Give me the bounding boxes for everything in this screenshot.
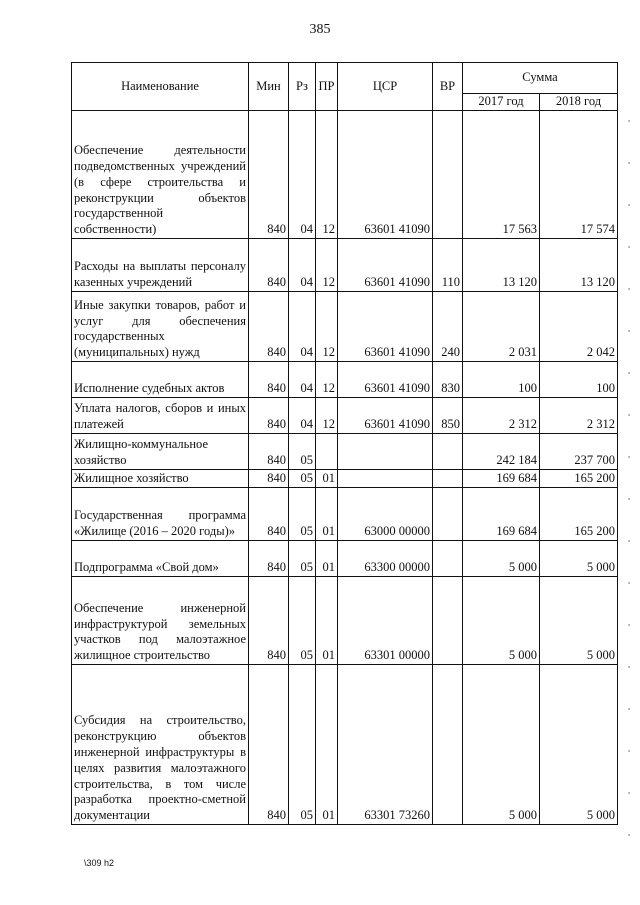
row-pr: 12 xyxy=(316,362,338,398)
row-name: Иные закупки товаров, работ и услуг для обеспечения государственных (муниципальных) нужд xyxy=(72,292,249,362)
row-2017: 100 xyxy=(463,362,540,398)
table-row xyxy=(72,541,618,577)
row-rz: 05 xyxy=(289,665,316,825)
row-pr: 01 xyxy=(316,665,338,825)
row-csr: 63300 00000 xyxy=(338,541,433,577)
table-row xyxy=(72,470,618,488)
row-pr: 01 xyxy=(316,577,338,665)
row-name: Обеспечение инженерной инфраструктурой земельных участков под малоэтажное жилищное строительство xyxy=(72,577,249,665)
table-row xyxy=(72,239,618,292)
row-min: 840 xyxy=(249,292,289,362)
row-pr: 12 xyxy=(316,398,338,434)
row-csr: 63601 41090 xyxy=(338,362,433,398)
row-2017: 5 000 xyxy=(463,541,540,577)
row-rz: 04 xyxy=(289,362,316,398)
row-name: Государственная программа «Жилище (2016 – 2020 годы)» xyxy=(72,488,249,541)
row-min: 840 xyxy=(249,488,289,541)
row-2018: 2 312 xyxy=(540,398,618,434)
table-row xyxy=(72,577,618,665)
row-vr xyxy=(433,665,463,825)
header-sum: Сумма xyxy=(463,63,618,94)
row-rz: 04 xyxy=(289,292,316,362)
row-2018: 5 000 xyxy=(540,577,618,665)
row-vr xyxy=(433,577,463,665)
row-2018: 5 000 xyxy=(540,665,618,825)
header-name: Наименование xyxy=(72,63,249,111)
row-2018: 100 xyxy=(540,362,618,398)
row-vr xyxy=(433,434,463,470)
budget-table xyxy=(71,62,618,825)
row-2017: 5 000 xyxy=(463,577,540,665)
header-min: Мин xyxy=(249,63,289,111)
header-vr: ВР xyxy=(433,63,463,111)
row-vr xyxy=(433,541,463,577)
row-rz: 05 xyxy=(289,434,316,470)
row-rz: 05 xyxy=(289,541,316,577)
row-2018: 5 000 xyxy=(540,541,618,577)
row-name: Исполнение судебных актов xyxy=(72,362,249,398)
row-2017: 13 120 xyxy=(463,239,540,292)
row-min: 840 xyxy=(249,362,289,398)
row-rz: 05 xyxy=(289,577,316,665)
scan-margin-marks xyxy=(628,120,630,840)
row-csr: 63601 41090 xyxy=(338,292,433,362)
table-row xyxy=(72,434,618,470)
header-row xyxy=(72,63,618,94)
row-2017: 2 312 xyxy=(463,398,540,434)
row-csr: 63601 41090 xyxy=(338,239,433,292)
row-pr: 12 xyxy=(316,239,338,292)
row-rz: 04 xyxy=(289,111,316,239)
row-name: Расходы на выплаты персоналу казенных учреждений xyxy=(72,239,249,292)
row-vr: 110 xyxy=(433,239,463,292)
row-min: 840 xyxy=(249,398,289,434)
row-2017: 169 684 xyxy=(463,488,540,541)
row-rz: 05 xyxy=(289,488,316,541)
row-vr: 830 xyxy=(433,362,463,398)
row-min: 840 xyxy=(249,111,289,239)
row-2018: 237 700 xyxy=(540,434,618,470)
row-vr: 850 xyxy=(433,398,463,434)
row-2018: 2 042 xyxy=(540,292,618,362)
row-2017: 17 563 xyxy=(463,111,540,239)
row-name: Подпрограмма «Свой дом» xyxy=(72,541,249,577)
row-rz: 05 xyxy=(289,470,316,488)
row-csr: 63601 41090 xyxy=(338,398,433,434)
row-name: Жилищно-коммунальное хозяйство xyxy=(72,434,249,470)
row-pr: 01 xyxy=(316,470,338,488)
row-min: 840 xyxy=(249,577,289,665)
row-2018: 17 574 xyxy=(540,111,618,239)
row-pr: 01 xyxy=(316,488,338,541)
row-min: 840 xyxy=(249,665,289,825)
header-csr: ЦСР xyxy=(338,63,433,111)
row-csr: 63601 41090 xyxy=(338,111,433,239)
header-rz: Рз xyxy=(289,63,316,111)
row-name: Субсидия на строительство, реконструкцию объектов инженерной инфраструктуры в целях развития малоэтажного строительства, в том числе разработка проектно-сметной документации xyxy=(72,665,249,825)
row-csr: 63301 73260 xyxy=(338,665,433,825)
footer-code: \309 h2 xyxy=(84,858,115,868)
row-2018: 165 200 xyxy=(540,470,618,488)
row-2018: 165 200 xyxy=(540,488,618,541)
row-vr xyxy=(433,111,463,239)
row-csr xyxy=(338,434,433,470)
row-min: 840 xyxy=(249,470,289,488)
row-2017: 242 184 xyxy=(463,434,540,470)
row-vr xyxy=(433,488,463,541)
row-name: Жилищное хозяйство xyxy=(72,470,249,488)
table-row xyxy=(72,398,618,434)
row-pr: 12 xyxy=(316,292,338,362)
row-vr: 240 xyxy=(433,292,463,362)
row-pr xyxy=(316,434,338,470)
row-2017: 2 031 xyxy=(463,292,540,362)
row-2017: 169 684 xyxy=(463,470,540,488)
row-rz: 04 xyxy=(289,398,316,434)
header-year-2018: 2018 год xyxy=(540,94,618,111)
header-year-2017: 2017 год xyxy=(463,94,540,111)
page-number: 385 xyxy=(309,22,331,37)
row-csr: 63000 00000 xyxy=(338,488,433,541)
row-min: 840 xyxy=(249,434,289,470)
table-row xyxy=(72,665,618,825)
row-csr: 63301 00000 xyxy=(338,577,433,665)
table-row xyxy=(72,362,618,398)
table-row xyxy=(72,488,618,541)
row-name: Уплата налогов, сборов и иных платежей xyxy=(72,398,249,434)
header-pr: ПР xyxy=(316,63,338,111)
row-min: 840 xyxy=(249,239,289,292)
table-row xyxy=(72,111,618,239)
row-name: Обеспечение деятельности подведомственных учреждений (в сфере строительства и реконструкции объектов государственной собственности) xyxy=(72,111,249,239)
row-pr: 12 xyxy=(316,111,338,239)
row-2017: 5 000 xyxy=(463,665,540,825)
table-row xyxy=(72,292,618,362)
row-2018: 13 120 xyxy=(540,239,618,292)
row-csr xyxy=(338,470,433,488)
row-rz: 04 xyxy=(289,239,316,292)
row-vr xyxy=(433,470,463,488)
row-pr: 01 xyxy=(316,541,338,577)
row-min: 840 xyxy=(249,541,289,577)
